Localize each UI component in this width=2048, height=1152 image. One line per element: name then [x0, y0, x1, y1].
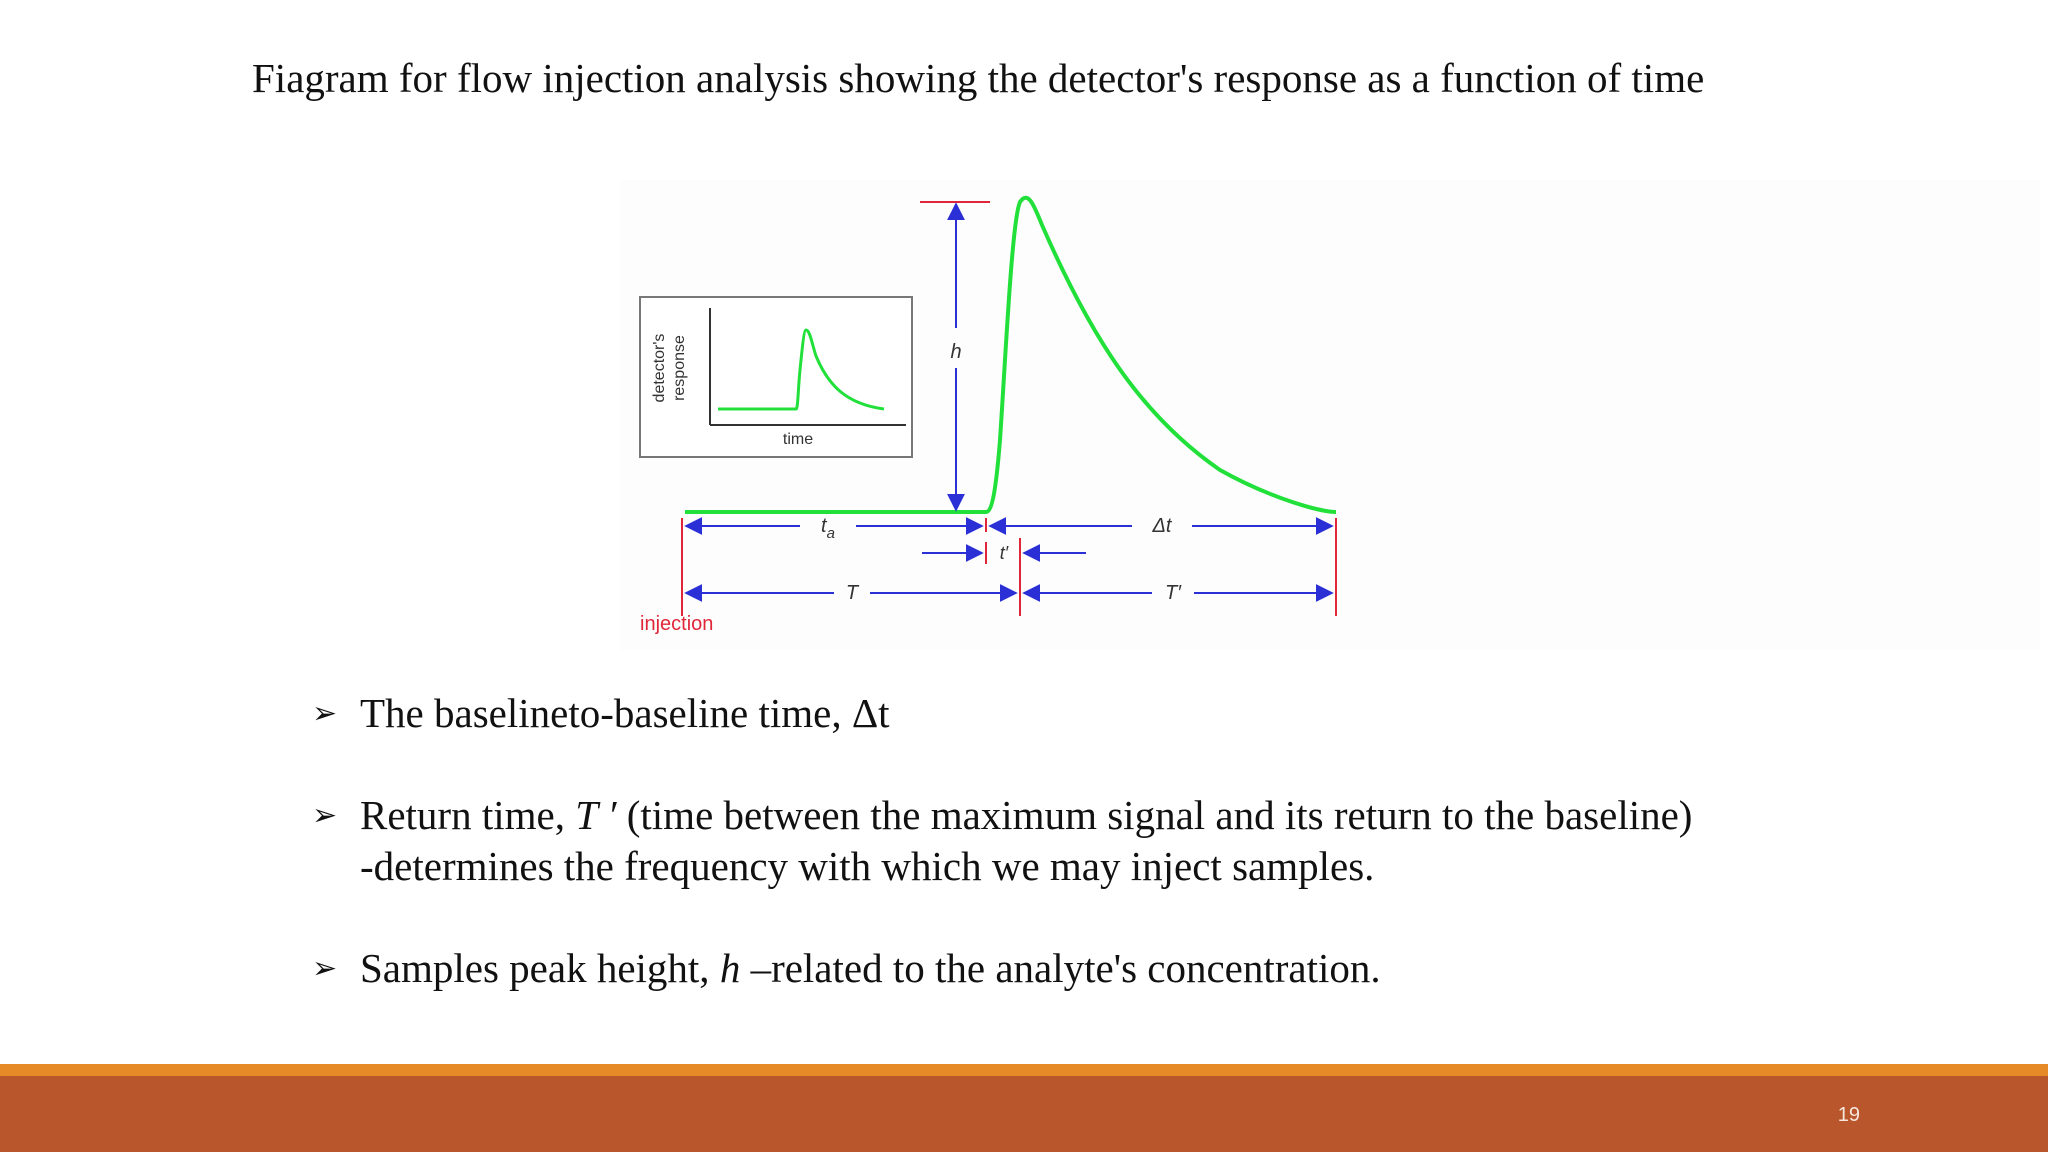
fia-diagram-svg: [620, 180, 2040, 650]
bullet-baseline-time: [312, 688, 1872, 739]
bullet-text-prefix: Samples peak height,: [360, 945, 720, 991]
inset-y-label-line-2: response: [671, 335, 688, 401]
slide-title: Fiagram for flow injection analysis showing the detector's response as a function of time: [252, 55, 1705, 101]
inset-y-label-line-1: detector's: [651, 333, 668, 403]
footer-accent-stripe: [0, 1064, 2048, 1076]
bullet-text-suffix: (time between the maximum signal and its return to the baseline): [616, 792, 1693, 838]
bullet-arrow-icon: ➢: [312, 798, 338, 833]
fia-diagram: [620, 180, 2040, 650]
return-time-symbol: T ′: [575, 792, 617, 838]
ta-label: [821, 515, 835, 542]
bullet-text-prefix: Return time,: [360, 792, 576, 838]
inset-plot: [640, 297, 912, 457]
injection-label: injection: [640, 613, 714, 635]
t-prime-label: t′: [999, 543, 1009, 563]
h-label: h: [950, 341, 962, 363]
delta-t-label: Δt: [1152, 515, 1172, 537]
footer-band: [0, 1076, 2048, 1152]
bullet-text: The baselineto-baseline time, Δt: [360, 690, 890, 736]
bullet-arrow-icon: ➢: [312, 696, 338, 731]
bullet-text-suffix: –related to the analyte's concentration.: [740, 945, 1381, 991]
T-prime-label: T′: [1165, 582, 1181, 604]
bullet-return-time: [312, 790, 1872, 892]
bullet-text-line-2: -determines the frequency with which we may inject samples.: [360, 843, 1375, 889]
bullet-list: [312, 688, 1872, 994]
peak-height-symbol: h: [719, 945, 741, 991]
ta-label-main: t: [821, 515, 827, 537]
T-label: T: [845, 582, 859, 604]
ta-label-sub: a: [826, 525, 835, 542]
bullet-peak-height: [312, 943, 1872, 994]
inset-x-label: time: [782, 431, 814, 448]
page-number: 19: [1837, 1104, 1860, 1126]
main-peak-curve: [986, 198, 1336, 512]
bullet-arrow-icon: ➢: [312, 951, 338, 986]
